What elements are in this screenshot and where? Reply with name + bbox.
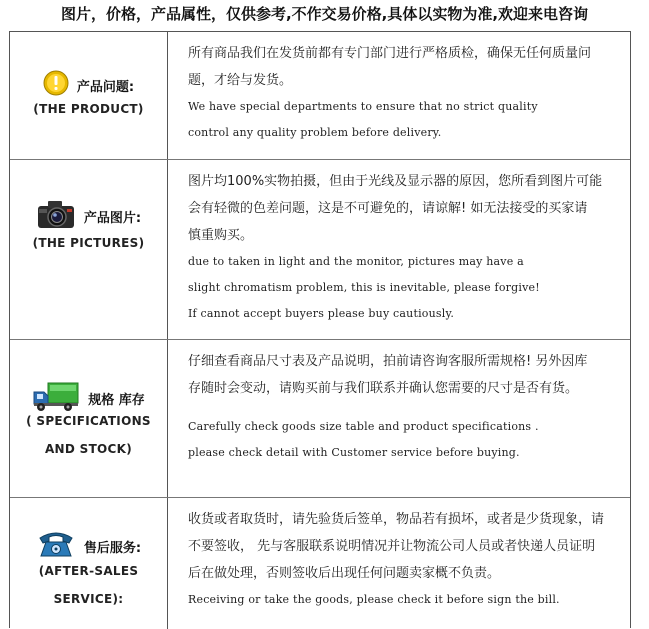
row-label-en: AND STOCK) xyxy=(44,442,133,456)
table-row-pictures xyxy=(10,160,630,340)
phone-icon xyxy=(36,528,76,564)
row-label-en: (THE PICTURES) xyxy=(32,236,145,250)
content-line: 所有商品我们在发货前都有专门部门进行严格质检，确保无任何质量问 xyxy=(188,46,592,61)
exclamation-icon xyxy=(43,70,69,100)
content-line-en: due to taken in light and the monitor, pictures may have a xyxy=(188,255,524,268)
row-label-cell xyxy=(10,498,168,629)
page-header: 图片，价格，产品属性，仅供参考,不作交易价格,具体以实物为准,欢迎来电咨询 xyxy=(60,5,589,23)
table-row-after-sales xyxy=(10,498,630,629)
row-label-en: SERVICE): xyxy=(53,592,124,606)
row-label-cn: 产品问题: xyxy=(76,79,135,95)
row-label-cell xyxy=(10,160,168,339)
truck-icon xyxy=(32,380,80,416)
content-line: 收货或者取货时，请先验货后签单，物品若有损坏，或者是少货现象，请 xyxy=(188,512,605,527)
row-label-cn: 规格 库存 xyxy=(88,392,145,408)
camera-icon xyxy=(36,198,76,234)
table-row-specifications xyxy=(10,340,630,498)
row-content-cell xyxy=(168,32,630,146)
content-line-en: slight chromatism problem, this is inevitable, please forgive! xyxy=(188,281,540,294)
row-label-en: (AFTER-SALES xyxy=(38,564,139,578)
row-label-cn: 产品图片: xyxy=(83,210,142,226)
content-line: 后在做处理，否则签收后出现任何问题卖家概不负责。 xyxy=(188,566,501,581)
content-line: 图片均100%实物拍摄，但由于光线及显示器的原因，您所看到图片可能 xyxy=(188,174,603,189)
content-line-en: please check detail with Customer service before buying. xyxy=(188,446,520,459)
content-line-en: control any quality problem before delivery. xyxy=(188,126,442,139)
row-label-en: (THE PRODUCT) xyxy=(33,102,144,116)
row-label-cell xyxy=(10,32,168,159)
row-content-cell xyxy=(168,498,630,613)
content-line: 会有轻微的色差问题，这是不可避免的，请谅解! 如无法接受的买家请 xyxy=(188,201,588,216)
content-line: 题，才给与发货。 xyxy=(188,73,293,88)
content-line-en: Carefully check goods size table and product specifications . xyxy=(188,420,539,433)
content-line: 不要签收， 先与客服联系说明情况并让物流公司人员或者快递人员证明 xyxy=(188,539,596,554)
content-line-en: Receiving or take the goods, please check it before sign the bill. xyxy=(188,593,560,606)
row-label-cn: 售后服务: xyxy=(83,540,142,556)
row-label-en: ( SPECIFICATIONS xyxy=(26,414,151,428)
content-line: 慎重购买。 xyxy=(188,228,254,243)
content-line-en: If cannot accept buyers please buy cautiously. xyxy=(188,307,455,320)
content-line: 仔细查看商品尺寸表及产品说明，拍前请咨询客服所需规格! 另外因库 xyxy=(188,354,588,369)
row-content-cell xyxy=(168,160,630,327)
content-line: 存随时会变动，请购买前与我们联系并确认您需要的尺寸是否有货。 xyxy=(188,381,579,396)
content-line-en: We have special departments to ensure that no strict quality xyxy=(188,100,538,113)
info-table xyxy=(9,31,631,628)
table-row-product xyxy=(10,32,630,160)
row-content-cell xyxy=(168,340,630,466)
row-label-cell xyxy=(10,340,168,497)
